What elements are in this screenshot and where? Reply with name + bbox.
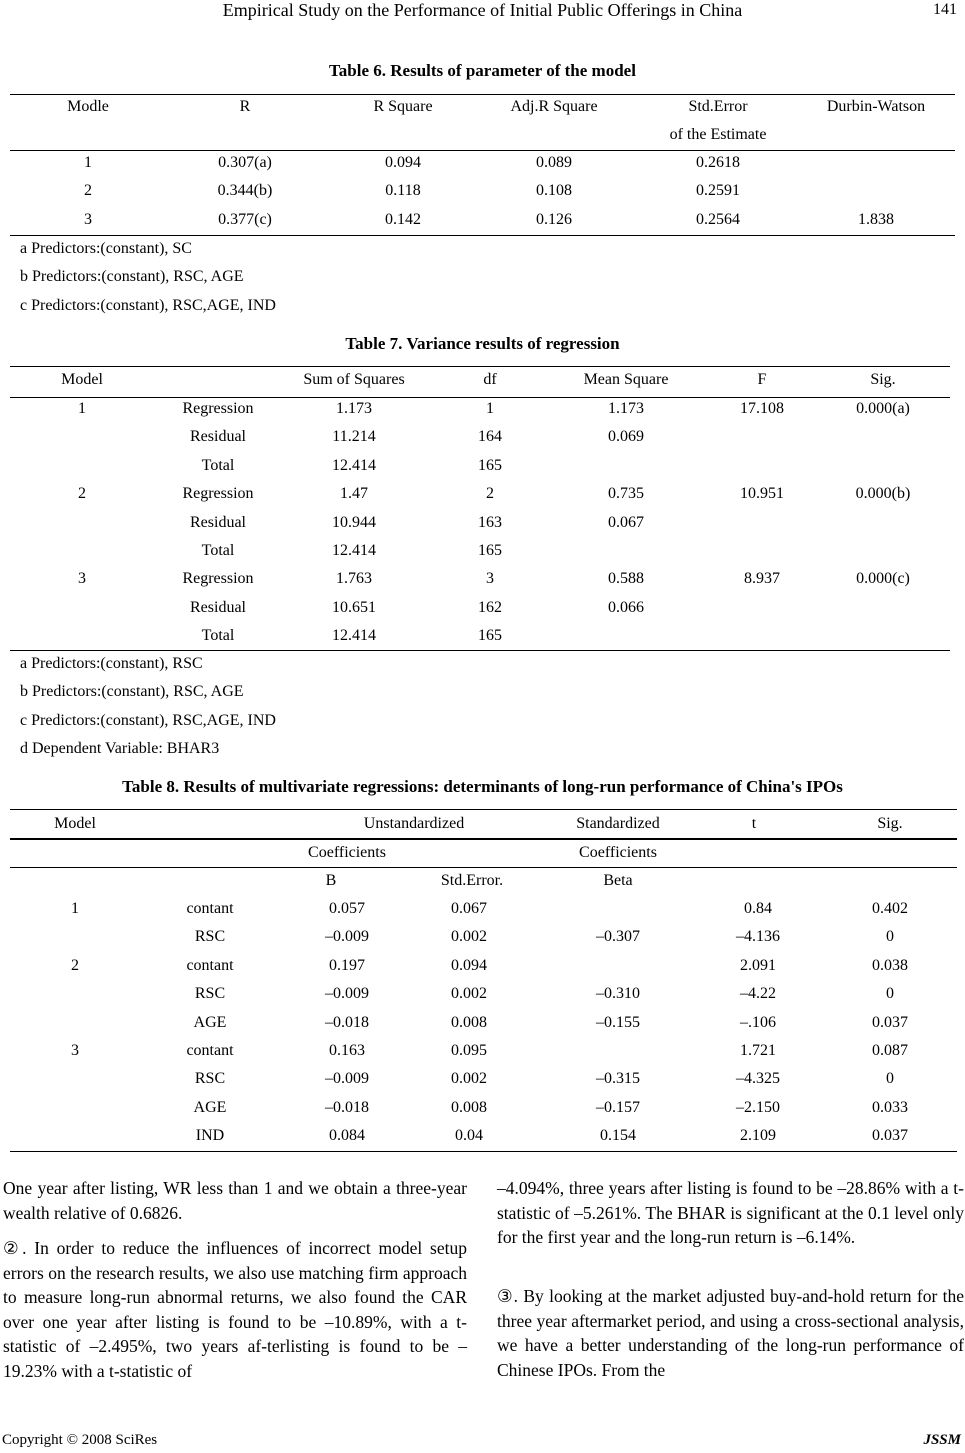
table8-cell: RSC — [194, 928, 226, 946]
table7-cell: Total — [201, 456, 235, 474]
table8-header-sig: Sig. — [877, 815, 903, 832]
table8-cell: –0.310 — [596, 985, 640, 1003]
table8-cell: AGE — [193, 1098, 227, 1116]
table7-cell: Regression — [182, 400, 254, 417]
table6-cell: 0.344(b) — [217, 182, 273, 199]
body-right-paragraph-2: ③. By looking at the market adjusted buy-and-hold return for the three year aftermarket period, and using a cross-sectional analysis, we have a better understanding of the long-run performance of Chinese IPOs. From the — [497, 1286, 964, 1380]
table6-col-header: Durbin-Watson — [826, 98, 926, 115]
table7-cell: 2 — [78, 485, 86, 503]
table7-cell: 12.414 — [332, 456, 376, 474]
table8-cell: –0.009 — [325, 1070, 369, 1088]
table8-cell: –0.157 — [596, 1098, 640, 1116]
table6-cell: 0.2591 — [696, 182, 740, 199]
table7-cell: 11.214 — [332, 428, 376, 446]
table7-cell: 0.735 — [608, 485, 644, 503]
table8-cell: 0.402 — [872, 900, 908, 917]
table8-cell: –0.155 — [596, 1013, 640, 1031]
table8-cell: 0.163 — [329, 1042, 365, 1059]
table8-cell: –4.136 — [736, 928, 780, 946]
table6-header-rule — [10, 150, 955, 151]
table7-col-header: F — [757, 371, 767, 388]
table8-cell: 0.038 — [872, 956, 908, 974]
table8-header-model: Model — [54, 815, 96, 832]
table8-header-b: B — [325, 872, 337, 889]
table8-cell: –4.325 — [736, 1070, 780, 1088]
page-number: 141 — [933, 1, 957, 18]
table8-caption: Table 8. Results of multivariate regressions: determinants of long-run performance of China's IPOs — [122, 777, 843, 796]
table6-cell: 0.126 — [536, 211, 572, 228]
table7-cell: 0.069 — [608, 428, 644, 446]
table7-cell: 1 — [486, 400, 494, 417]
footer-copyright: Copyright © 2008 SciRes — [2, 1432, 158, 1448]
table8-header-unstandardized: Unstandardized — [363, 815, 465, 832]
table7-cell: 0.588 — [608, 570, 644, 588]
table7-cell: 10.944 — [332, 513, 376, 531]
table6-cell: 0.2618 — [696, 154, 740, 171]
footer-journal: JSSM — [923, 1432, 961, 1448]
table7-cell: Regression — [182, 570, 254, 588]
table8-header-coefficients: Coefficients — [308, 844, 386, 861]
table7-cell: 163 — [478, 513, 502, 531]
table8-cell: 1.721 — [740, 1042, 776, 1059]
table8-cell: contant — [186, 956, 234, 974]
table8-cell: IND — [195, 1127, 225, 1145]
table8-cell: 0.037 — [872, 1127, 908, 1145]
table7-cell: Total — [201, 542, 235, 559]
table8-cell: 3 — [71, 1042, 79, 1059]
table8-cell: 0.084 — [329, 1127, 365, 1145]
table6-col-header: Adj.R Square — [510, 98, 598, 115]
table7-cell: 0.067 — [608, 513, 644, 531]
table7-cell: 3 — [486, 570, 494, 588]
table8-cell: –0.018 — [325, 1098, 369, 1116]
table6-note: c Predictors:(constant), RSC,AGE, IND — [20, 297, 276, 314]
table7-cell: 2 — [486, 485, 494, 503]
table7-bottom-rule — [10, 650, 950, 651]
table7-cell: 1.173 — [336, 400, 372, 417]
table8-cell: 0.002 — [451, 928, 487, 946]
table7-caption: Table 7. Variance results of regression — [345, 334, 620, 353]
table8-bottom-rule — [10, 1151, 957, 1152]
table6-cell: 0.2564 — [696, 211, 740, 228]
table8-cell: 0.154 — [600, 1127, 636, 1145]
table7-cell: 1.173 — [608, 400, 644, 417]
table7-cell: 0.000(a) — [856, 400, 910, 417]
table7-col-header: Sum of Squares — [303, 371, 405, 388]
table8-top-rule — [10, 809, 957, 810]
table7-cell: 0.066 — [608, 598, 644, 616]
table6-col-header-line2: of the Estimate — [669, 126, 767, 143]
table8-cell: 0.037 — [872, 1013, 908, 1031]
table6-cell: 2 — [84, 182, 92, 199]
table8-header-rule-2 — [10, 867, 957, 868]
table7-cell: Residual — [190, 428, 246, 446]
table8-cell: 1 — [71, 900, 79, 917]
table8-header-t: t — [751, 815, 757, 832]
table6-cell: 0.118 — [385, 182, 421, 199]
table8-cell: 2 — [71, 956, 79, 974]
table8-cell: –0.009 — [325, 928, 369, 946]
table8-cell: –0.315 — [596, 1070, 640, 1088]
body-left-paragraph-2: ②. In order to reduce the influences of incorrect model setup errors on the research results, we also use matching firm approach to measure long-run abnormal returns, we also found the CAR over one year after listing is found to be –10.89%, with a t-statistic of –2.495%, two years af-terlisting is found to be –19.23% with a t-statistic of — [3, 1238, 467, 1381]
table8-header-beta: Beta — [603, 872, 633, 889]
table7-cell: 10.651 — [332, 598, 376, 616]
table8-header-coefficients: Coefficients — [579, 844, 657, 861]
body-left-paragraph-1: One year after listing, WR less than 1 and we obtain a three-year wealth relative of 0.6826. — [3, 1178, 467, 1223]
table8-cell: –0.009 — [325, 985, 369, 1003]
table6-col-header: Modle — [67, 98, 109, 115]
table6-cell: 0.307(a) — [218, 154, 272, 171]
table7-cell: 164 — [478, 428, 502, 446]
table8-cell: 0.002 — [451, 985, 487, 1003]
table8-cell: 0.087 — [872, 1042, 908, 1059]
table7-note: c Predictors:(constant), RSC,AGE, IND — [20, 712, 276, 729]
table7-cell: 3 — [78, 570, 86, 588]
table7-cell: Total — [201, 627, 235, 645]
table8-cell: contant — [186, 900, 234, 917]
table8-cell: –4.22 — [740, 985, 776, 1003]
table8-cell: 0.002 — [451, 1070, 487, 1088]
table7-col-header: Model — [61, 371, 103, 388]
body-right-paragraph-1: –4.094%, three years after listing is found to be –28.86% with a t-statistic of –5.261%. The BHAR is significant at the 0.1 level only for the first year and the long-run return is –6.14%. — [497, 1178, 964, 1247]
table8-cell: 0.057 — [329, 900, 365, 917]
table7-cell: 1.763 — [336, 570, 372, 588]
table7-cell: 165 — [478, 456, 502, 474]
table6-top-rule — [10, 94, 955, 95]
table6-cell: 0.377(c) — [218, 211, 272, 228]
table7-cell: Residual — [190, 513, 246, 531]
table7-cell: 0.000(c) — [856, 570, 910, 588]
table6-cell: 1.838 — [858, 211, 894, 228]
table8-cell: 0 — [886, 985, 894, 1003]
table6-cell: 1 — [84, 154, 92, 171]
table8-header-standardized: Standardized — [576, 815, 660, 832]
table8-cell: 2.091 — [740, 956, 776, 974]
table7-cell: 12.414 — [332, 542, 376, 559]
table8-cell: 0.094 — [451, 956, 487, 974]
table7-note: a Predictors:(constant), RSC — [20, 655, 203, 672]
table7-cell: 8.937 — [744, 570, 780, 588]
table8-cell: 0.067 — [451, 900, 487, 917]
table8-cell: –0.018 — [325, 1013, 369, 1031]
table6-cell: 0.094 — [385, 154, 421, 171]
table7-cell: 162 — [478, 598, 502, 616]
table8-cell: 0.197 — [329, 956, 365, 974]
table8-cell: AGE — [193, 1013, 227, 1031]
table7-cell: 1.47 — [340, 485, 368, 503]
table7-note: d Dependent Variable: BHAR3 — [20, 740, 220, 757]
table8-cell: 0.008 — [451, 1098, 487, 1116]
table7-cell: Regression — [182, 485, 254, 503]
table8-cell: 0 — [886, 928, 894, 946]
table8-cell: 2.109 — [740, 1127, 776, 1145]
table8-cell: 0.033 — [872, 1098, 908, 1116]
table8-cell: 0.095 — [451, 1042, 487, 1059]
table7-cell: 10.951 — [740, 485, 784, 503]
table8-cell: 0 — [886, 1070, 894, 1088]
table8-cell: –0.307 — [596, 928, 640, 946]
table8-header-std-error: Std.Error. — [440, 872, 504, 889]
table6-cell: 0.108 — [536, 182, 572, 199]
table6-note: b Predictors:(constant), RSC, AGE — [20, 268, 244, 285]
table6-cell: 0.089 — [536, 154, 572, 171]
table7-col-header: Mean Square — [583, 371, 669, 388]
table8-cell: –2.150 — [736, 1098, 780, 1116]
table6-note: a Predictors:(constant), SC — [20, 240, 192, 257]
table7-col-header: df — [483, 371, 497, 388]
table8-cell: contant — [186, 1042, 234, 1059]
table7-cell: 165 — [478, 627, 502, 645]
running-title: Empirical Study on the Performance of Initial Public Offerings in China — [222, 0, 743, 20]
table8-cell: 0.008 — [451, 1013, 487, 1031]
table8-cell: –.106 — [740, 1013, 776, 1031]
table7-cell: 0.000(b) — [855, 485, 911, 503]
table7-cell: 165 — [478, 542, 502, 559]
table6-cell: 3 — [84, 211, 92, 228]
table6-bottom-rule — [10, 235, 955, 236]
table7-cell: 1 — [78, 400, 86, 417]
table7-cell: Residual — [190, 598, 246, 616]
table6-cell: 0.142 — [385, 211, 421, 228]
table6-col-header: Std.Error — [688, 98, 748, 115]
table7-col-header: Sig. — [870, 371, 896, 388]
table8-cell: 0.84 — [744, 900, 772, 917]
table7-header-rule — [10, 397, 950, 398]
table7-top-rule — [10, 366, 950, 367]
table8-cell: RSC — [194, 985, 226, 1003]
table7-cell: 17.108 — [740, 400, 784, 417]
table8-header-rule-1 — [10, 838, 957, 840]
table7-cell: 12.414 — [332, 627, 376, 645]
table8-cell: 0.04 — [455, 1127, 483, 1145]
table6-col-header: R — [239, 98, 251, 115]
table6-caption: Table 6. Results of parameter of the model — [329, 61, 636, 80]
table8-cell: RSC — [194, 1070, 226, 1088]
table7-note: b Predictors:(constant), RSC, AGE — [20, 683, 244, 700]
table6-col-header: R Square — [373, 98, 433, 115]
